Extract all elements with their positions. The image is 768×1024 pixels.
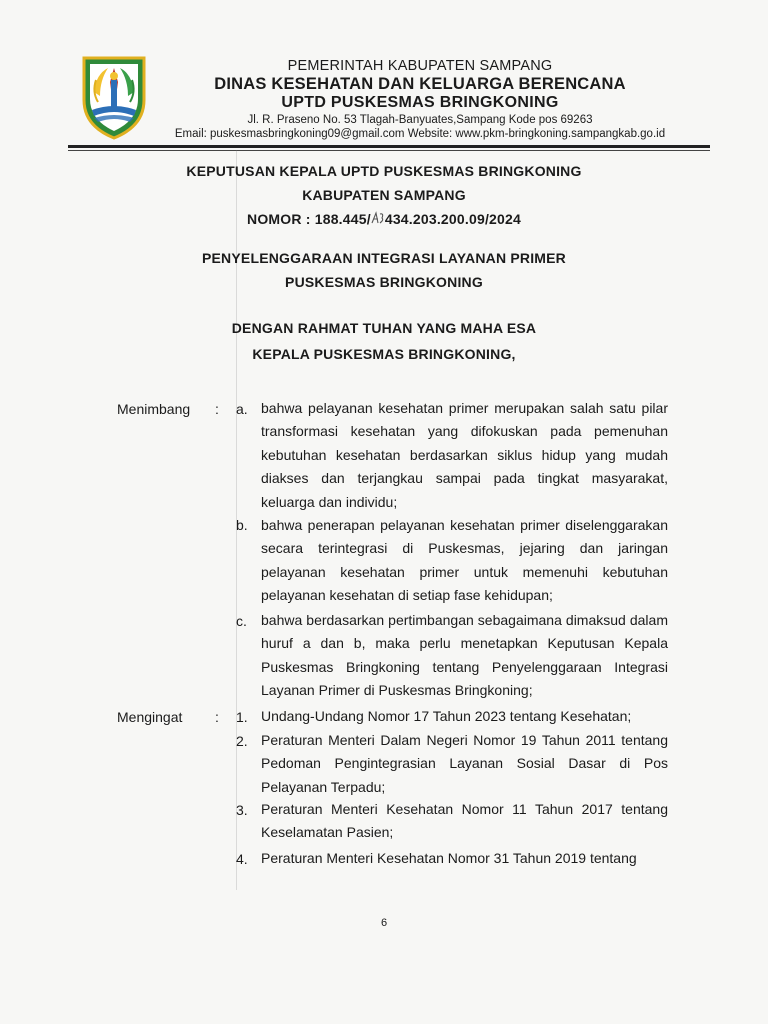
decree-number-suffix: 434.203.200.09/2024 [384,211,521,227]
mengingat-label: Mengingat [117,709,183,725]
mengingat-colon: : [215,709,219,725]
menimbang-colon: : [215,401,219,417]
handwritten-number [371,211,385,223]
subject-line-2: PUSKESMAS BRINGKONING [285,274,483,290]
letterhead-agency: DINAS KESEHATAN DAN KELUARGA BERENCANA [214,75,626,93]
menimbang-item-b: bahwa penerapan pelayanan kesehatan primer diselenggarakan secara terintegrasi di Puskesmas, jejaring dan jaringan pelayanan kesehatan primer untuk memenuhi kebutuhan pelayanan kesehatan di setiap fase kehidupan; [261,517,668,604]
subject-line-1: PENYELENGGARAAN INTEGRASI LAYANAN PRIMER [201,250,566,266]
mengingat-item-marker: 2. [236,733,248,749]
decree-title-region: KABUPATEN SAMPANG [302,187,466,203]
mengingat-item-3: Peraturan Menteri Kesehatan Nomor 11 Tahun 2017 tentang Keselamatan Pasien; [261,801,668,841]
preamble-line-1: DENGAN RAHMAT TUHAN YANG MAHA ESA [231,320,537,336]
preamble-line-2: KEPALA PUSKESMAS BRINGKONING, [252,346,516,362]
menimbang-label: Menimbang [117,401,191,417]
mengingat-item-marker: 3. [236,802,248,818]
mengingat-item-marker: 1. [236,709,248,725]
letterhead-divider [68,145,710,148]
letterhead-divider-thin [68,150,710,151]
letterhead-address: Jl. R. Praseno No. 53 Tlagah-Banyuates,Sampang Kode pos 69263 [247,114,593,126]
decree-title: KEPUTUSAN KEPALA UPTD PUSKESMAS BRINGKONING [186,163,582,179]
decree-number-prefix: NOMOR : 188.445/ [247,211,371,227]
mengingat-item-1: Undang-Undang Nomor 17 Tahun 2023 tentang Kesehatan; [261,708,632,724]
letterhead [150,58,690,141]
mengingat-item-marker: 4. [236,851,248,867]
menimbang-item-marker: b. [236,517,248,533]
letterhead-government: PEMERINTAH KABUPATEN SAMPANG [287,58,553,74]
mengingat-item-2: Peraturan Menteri Dalam Negeri Nomor 19 Tahun 2011 tentang Pedoman Pengintegrasian Layanan Sosial Dasar di Pos Pelayanan Terpadu; [261,732,668,795]
menimbang-item-marker: c. [236,613,247,629]
mengingat-item-4: Peraturan Menteri Kesehatan Nomor 31 Tahun 2019 tentang [261,850,637,866]
page-number: 6 [380,917,388,929]
sampang-regency-crest-icon [78,52,150,140]
letterhead-contact: Email: puskesmasbringkoning09@gmail.com Website: www.pkm-bringkoning.sampangkab.go.id [174,128,666,140]
menimbang-item-marker: a. [236,401,248,417]
letterhead-unit: UPTD PUSKESMAS BRINGKONING [281,94,559,111]
menimbang-item-c: bahwa berdasarkan pertimbangan sebagaimana dimaksud dalam huruf a dan b, maka perlu menetapkan Keputusan Kepala Puskesmas Bringkoning tentang Penyelenggaraan Integrasi Layanan Primer di Puskesmas Bringkoning; [261,612,668,699]
decree-number [60,211,708,227]
menimbang-item-a: bahwa pelayanan kesehatan primer merupakan salah satu pilar transformasi kesehatan yang difokuskan pada pemenuhan kebutuhan kesehatan berdasarkan siklus hidup yang mudah diakses dan terjangkau sampai pada tingkat masyarakat, keluarga dan individu; [261,400,668,510]
